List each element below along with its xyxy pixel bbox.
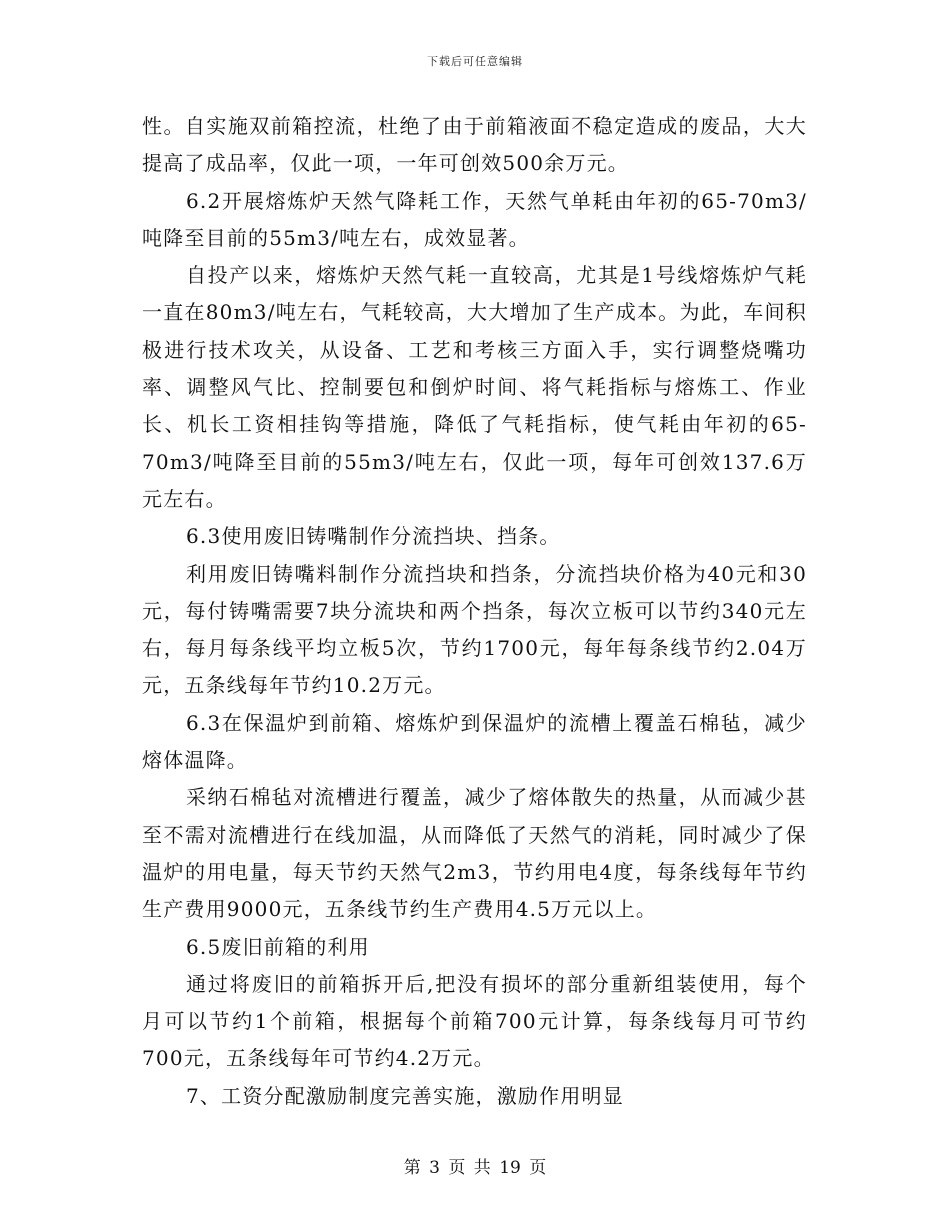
paragraph: 6.3使用废旧铸嘴制作分流挡块、挡条。 [186, 524, 561, 549]
paragraph: 7、工资分配激励制度完善实施，激励作用明显 [186, 1083, 624, 1108]
paragraph: 利用废旧铸嘴料制作分流挡块和挡条，分流挡块价格为40元和30元，每付铸嘴需要7块分流块和两个挡条，每次立板可以节约340元左右，每月每条线平均立板5次，节约1700元，每年每条线节约2.04万元，五条线每年节约10.2万元。 [142, 561, 807, 698]
page-header: 下载后可任意编辑 [427, 55, 523, 68]
paragraph: 6.3在保温炉到前箱、熔炼炉到保温炉的流槽上覆盖石棉毡，减少熔体温降。 [142, 710, 807, 773]
paragraph: 自投产以来，熔炼炉天然气耗一直较高，尤其是1号线熔炼炉气耗一直在80m3/吨左右，气耗较高，大大增加了生产成本。为此，车间积极进行技术攻关，从设备、工艺和考核三方面入手，实行调整烧嘴功率、调整风气比、控制要包和倒炉时间、将气耗指标与熔炼工、作业长、机长工资相挂钩等措施，降低了气耗指标，使气耗由年初的65-70m3/吨降至目前的55m3/吨左右，仅此一项，每年可创效137.6万元左右。 [142, 263, 807, 511]
paragraph: 采纳石棉毡对流槽进行覆盖，减少了熔体散失的热量，从而减少甚至不需对流槽进行在线加温，从而降低了天然气的消耗，同时减少了保温炉的用电量，每天节约天然气2m3，节约用电4度，每条线每年节约生产费用9000元，五条线节约生产费用4.5万元以上。 [142, 785, 807, 922]
document-body [142, 108, 807, 1115]
page-number-footer: 第 3 页 共 19 页 [403, 1158, 547, 1178]
paragraph: 6.2开展熔炼炉天然气降耗工作，天然气单耗由年初的65-70m3/吨降至目前的55m3/吨左右，成效显著。 [142, 188, 807, 250]
paragraph: 性。自实施双前箱控流，杜绝了由于前箱液面不稳定造成的废品，大大提高了成品率，仅此一项，一年可创效500余万元。 [142, 114, 807, 176]
paragraph: 6.5废旧前箱的利用 [186, 934, 370, 959]
paragraph: 通过将废旧的前箱拆开后,把没有损坏的部分重新组装使用，每个月可以节约1个前箱，根据每个前箱700元计算，每条线每月可节约700元，五条线每年可节约4.2万元。 [142, 971, 807, 1071]
